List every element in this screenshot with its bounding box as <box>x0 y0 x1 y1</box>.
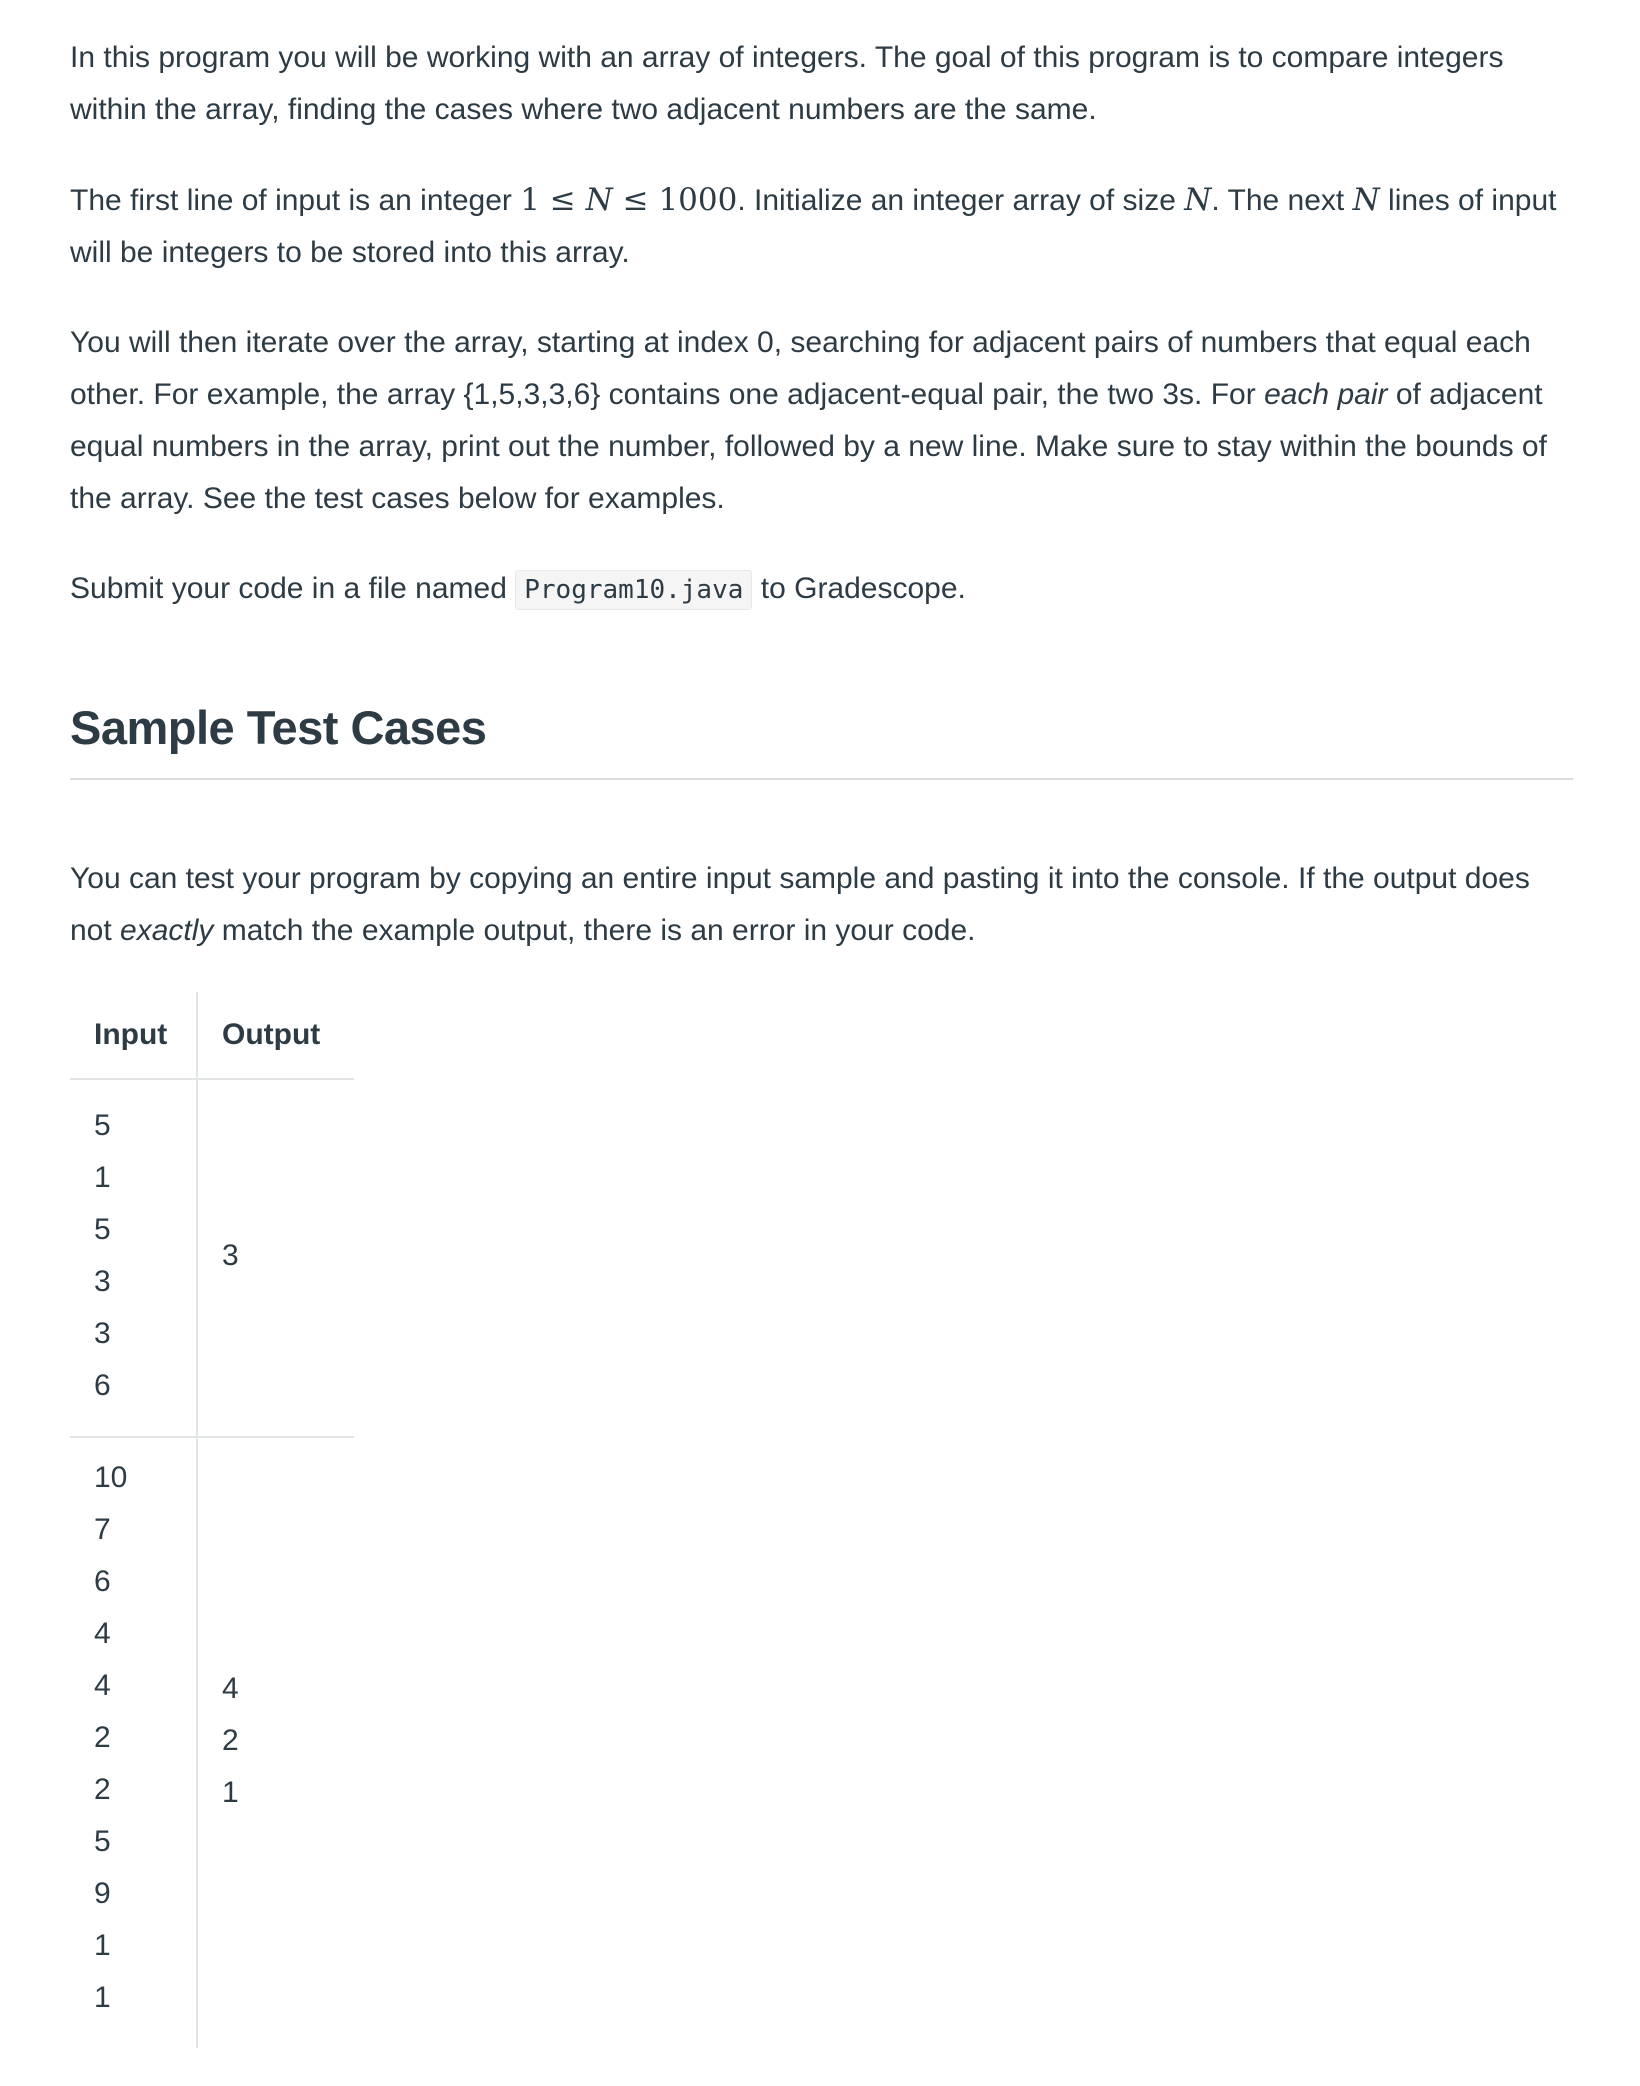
math-constraint-left: 1 ≤ <box>520 182 586 218</box>
output-value: 2 <box>222 1724 239 1757</box>
output-value: 3 <box>222 1239 239 1272</box>
task-paragraph <box>70 317 1570 525</box>
input-column-header: Input <box>70 992 197 1079</box>
input-value: 4 <box>94 1669 111 1702</box>
input-format-text-4: lines of input will be integers to be stored into this array. <box>70 184 1557 269</box>
input-value: 2 <box>94 1721 111 1754</box>
submission-text-2: to Gradescope. <box>760 572 966 605</box>
output-value: 4 <box>222 1672 239 1705</box>
section-heading: Sample Test Cases <box>70 701 487 754</box>
task-emphasis: each pair <box>1264 378 1388 411</box>
output-column-header: Output <box>197 992 354 1079</box>
test-cases-table <box>70 992 354 2048</box>
task-text-2: of adjacent equal numbers in the array, print out the number, followed by a new line. Make sure to stay within the bounds of the array. See the test cases below for examples. <box>70 378 1547 515</box>
input-value: 9 <box>94 1877 111 1910</box>
math-variable-n-3: N <box>1352 182 1380 218</box>
input-format-text-3: . The next <box>1211 184 1353 217</box>
table-row <box>70 1437 354 2048</box>
input-value: 4 <box>94 1617 111 1650</box>
input-value: 6 <box>94 1369 111 1402</box>
math-variable-lines <box>1353 182 1380 218</box>
input-value: 3 <box>94 1265 111 1298</box>
input-format-paragraph <box>70 174 1570 279</box>
input-value: 5 <box>94 1825 111 1858</box>
intro-paragraph <box>70 32 1570 136</box>
input-format-text-2: . Initialize an integer array of size <box>737 184 1185 217</box>
input-value: 5 <box>94 1213 111 1246</box>
filename-code: Program10.java <box>515 570 752 610</box>
input-value: 1 <box>94 1929 111 1962</box>
input-value: 1 <box>94 1161 111 1194</box>
math-variable-size <box>1184 182 1211 218</box>
input-cell <box>70 1437 197 2048</box>
output-value: 1 <box>222 1776 239 1809</box>
math-variable-n-2: N <box>1184 182 1212 218</box>
input-cell <box>70 1079 197 1437</box>
submission-text-1: Submit your code in a file named <box>70 572 516 605</box>
math-variable-n: N <box>585 182 613 218</box>
task-text-1: You will then iterate over the array, starting at index 0, searching for adjacent pairs of numbers that equal each other. For example, the array {1,5,3,3,6} contains one adjacent-equal pair, the two 3s. For <box>70 326 1531 411</box>
testing-emphasis: exactly <box>120 914 214 947</box>
input-value: 10 <box>94 1461 128 1494</box>
output-cell <box>197 1437 354 2048</box>
input-value: 3 <box>94 1317 111 1350</box>
table-row <box>70 1079 354 1437</box>
output-cell <box>197 1079 354 1437</box>
math-constraint <box>520 182 737 218</box>
table-header-row <box>70 992 354 1079</box>
input-value: 2 <box>94 1773 111 1806</box>
input-value: 6 <box>94 1565 111 1598</box>
input-format-text-1: The first line of input is an integer <box>70 184 521 217</box>
testing-text-2: match the example output, there is an error in your code. <box>213 914 976 947</box>
testing-paragraph <box>70 853 1570 957</box>
testing-text-1: You can test your program by copying an entire input sample and pasting it into the console. If the output does not <box>70 862 1530 947</box>
input-value: 7 <box>94 1513 111 1546</box>
input-value: 1 <box>94 1981 111 2014</box>
submission-paragraph <box>70 563 1570 616</box>
intro-text: In this program you will be working with an array of integers. The goal of this program is to compare integers within the array, finding the cases where two adjacent numbers are the same. <box>70 41 1504 126</box>
math-constraint-right: ≤ 1000 <box>612 182 738 218</box>
input-value: 5 <box>94 1109 111 1142</box>
section-divider <box>70 778 1573 780</box>
